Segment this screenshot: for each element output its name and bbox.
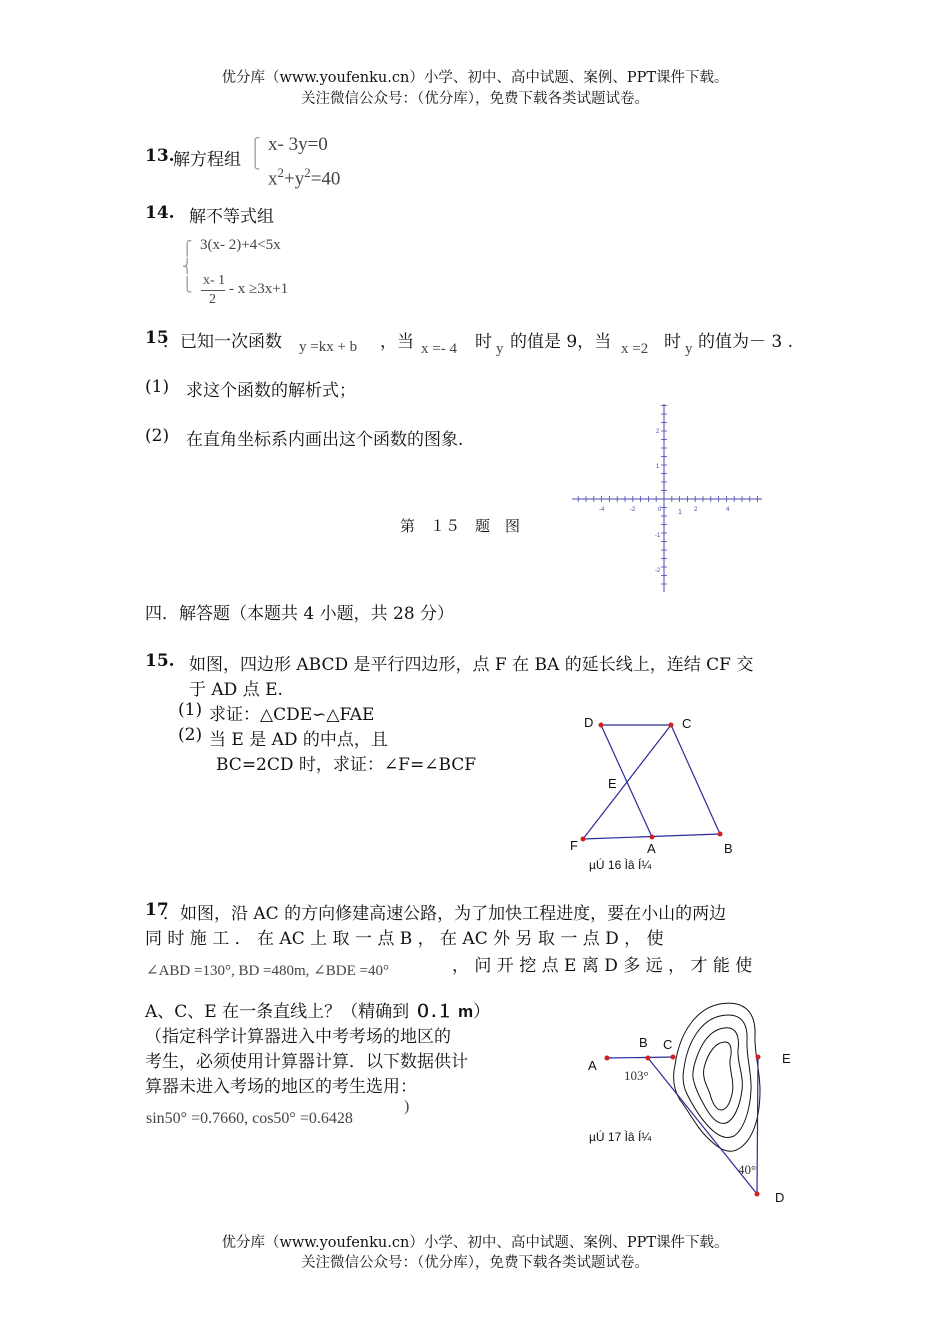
label-e: E (608, 776, 617, 791)
point-a (605, 1056, 610, 1061)
point-c (671, 1055, 676, 1060)
label-d: D (775, 1190, 785, 1205)
q15a-function: y =kx + b (299, 339, 358, 355)
q15a-text-5: 时 (664, 332, 681, 352)
contour-inner (704, 1042, 733, 1110)
q14-fraction-denominator: 2 (209, 292, 216, 307)
y-label-neg2: -2 (655, 568, 661, 574)
coordinate-grid (570, 400, 765, 595)
label-e: E (782, 1051, 791, 1066)
point-b (646, 1056, 651, 1061)
angle-abd-label: 103° (624, 1068, 649, 1083)
segment-ac (607, 1057, 675, 1058)
q14-number: 14. (145, 203, 175, 223)
q15a-number: 15 (145, 328, 169, 348)
q16-part-1-number: (1) (178, 700, 203, 720)
q16-part-1: 求证：△CDE∽△FAE (209, 705, 375, 725)
header-line-1: 优分库（www.youfenku.cn）小学、初中、高中试题、案例、PPT课件下载。 (221, 70, 729, 86)
q14-text: 解不等式组 (189, 207, 274, 227)
x-label-neg2: -2 (630, 507, 636, 513)
header-line-2: 关注微信公众号：（优分库），免费下载各类试题试卷。 (301, 91, 649, 107)
q17-figure-caption: µÚ 17 Ìâ Í¼ (589, 1130, 652, 1144)
q16-part-2: 当 E 是 AD 的中点，且 (209, 730, 388, 750)
q17-note-3: 算器未进入考场的地区的考生选用： (145, 1077, 417, 1097)
q15a-text-6: 的值为－ 3 . (698, 332, 794, 352)
label-d: D (584, 715, 594, 730)
q15a-x-value-2: x =2 (621, 341, 649, 357)
x-label-2: 2 (694, 507, 698, 513)
x-label-0: 0 (658, 507, 662, 513)
segment-cb (671, 725, 720, 834)
q15a-text-2: ，当 (380, 332, 414, 352)
q13-equation-2: $x^2+y^2=40$ (268, 165, 341, 190)
x-label-neg4: -4 (599, 507, 605, 513)
q15a-part-2-number: (2) (145, 426, 170, 446)
point-d (599, 723, 604, 728)
q16-line-2: 于 AD 点 E. (189, 680, 283, 700)
q16-part-2-continued: BC=2CD 时，求证：∠F=∠BCF (216, 755, 477, 775)
label-f: F (570, 838, 578, 853)
q14-inequality-1: 3(x- 2)+4<5x (200, 237, 281, 253)
q17-line-2: 同 时 施 工 ． 在 AC 上 取 一 点 B ， 在 AC 外 另 取 一 点 D ， 使 (145, 929, 664, 949)
q17-formula-paren: ) (404, 1098, 410, 1115)
y-label-neg1: -1 (655, 533, 661, 539)
q14-fraction-bar (201, 290, 225, 291)
q14-brace: ⎧ ⎨ ⎩ (182, 241, 193, 293)
q17-line-4: A、C、E 在一条直线上？（精确到 ０.１ m） (145, 1002, 491, 1022)
label-c: C (663, 1037, 673, 1052)
y-label-2: 2 (656, 429, 660, 435)
q15a-y-2: y (685, 341, 693, 357)
q17-note-2: 考生，必须使用计算器计算．以下数据供计 (145, 1052, 468, 1072)
q13-number: 13. (145, 146, 175, 166)
segment-ed (757, 1057, 758, 1194)
q17-line-3: ， 问 开 挖 点 E 离 D 多 远 ， 才 能 使 (452, 956, 753, 976)
q13-brace: ⎧ ⎩ (250, 138, 261, 170)
q17-number: 17 (145, 900, 169, 920)
x-label-1: 1 (678, 509, 682, 516)
footer-line-1: 优分库（www.youfenku.cn）小学、初中、高中试题、案例、PPT课件下载。 (221, 1235, 729, 1251)
x-label-4: 4 (726, 507, 730, 513)
label-b: B (724, 841, 733, 856)
y-label-1: 1 (656, 464, 660, 470)
q17-note-1: （指定科学计算器进入中考考场的地区的 (145, 1027, 451, 1047)
q16-number: 15. (145, 651, 175, 671)
q15a-y-1: y (496, 341, 504, 357)
label-a: A (647, 841, 656, 856)
q17-line-1: ．如图，沿 AC 的方向修建高速公路，为了加快工程进度，要在小山的两边 (163, 904, 727, 924)
q14-fraction-numerator: x- 1 (203, 273, 226, 288)
q17-mountain-figure (580, 990, 790, 1205)
q16-line-1: 如图，四边形 ABCD 是平行四边形，点 F 在 BA 的延长线上，连结 CF 交 (189, 655, 754, 675)
point-f (581, 837, 586, 842)
point-e (756, 1055, 761, 1060)
footer-line-2: 关注微信公众号：（优分库），免费下载各类试题试卷。 (301, 1255, 649, 1271)
q16-part-2-number: (2) (178, 725, 203, 745)
q17-condition: ∠ABD =130°, BD =480m, ∠BDE =40° (146, 963, 389, 979)
q15a-figure-caption: 第 １５ 题 图 (400, 517, 521, 535)
q13-text: 解方程组 (173, 150, 241, 170)
point-c (669, 723, 674, 728)
q15a-part-2: 在直角坐标系内画出这个函数的图象. (186, 430, 464, 450)
label-c: C (682, 716, 692, 731)
q15a-text-1: ．已知一次函数 (163, 332, 282, 352)
q16-figure-caption: µÚ 16 Ìâ Í¼ (589, 858, 652, 872)
q13-equation-1: x- 3y=0 (268, 134, 328, 155)
label-b: B (639, 1035, 648, 1050)
q15a-part-1: 求这个函数的解析式； (186, 381, 356, 401)
point-b (718, 832, 723, 837)
q15a-part-1-number: (1) (145, 377, 170, 397)
point-d (755, 1192, 760, 1197)
angle-bde-label: 40° (738, 1162, 757, 1177)
contour-outer (674, 1003, 760, 1151)
point-a (650, 835, 655, 840)
section-4-title: 四．解答题（本题共 4 小题，共 28 分） (145, 604, 455, 624)
segment-fc (583, 725, 671, 839)
q15a-text-3: 时 (475, 332, 492, 352)
label-a: A (588, 1058, 597, 1073)
q17-formula: sin50° =0.7660, cos50° =0.6428 (146, 1110, 353, 1127)
q15a-text-4: 的值是 9，当 (510, 332, 612, 352)
q15a-x-value-1: x =- 4 (421, 341, 457, 357)
q14-inequality-2: - x ≥3x+1 (229, 281, 289, 297)
